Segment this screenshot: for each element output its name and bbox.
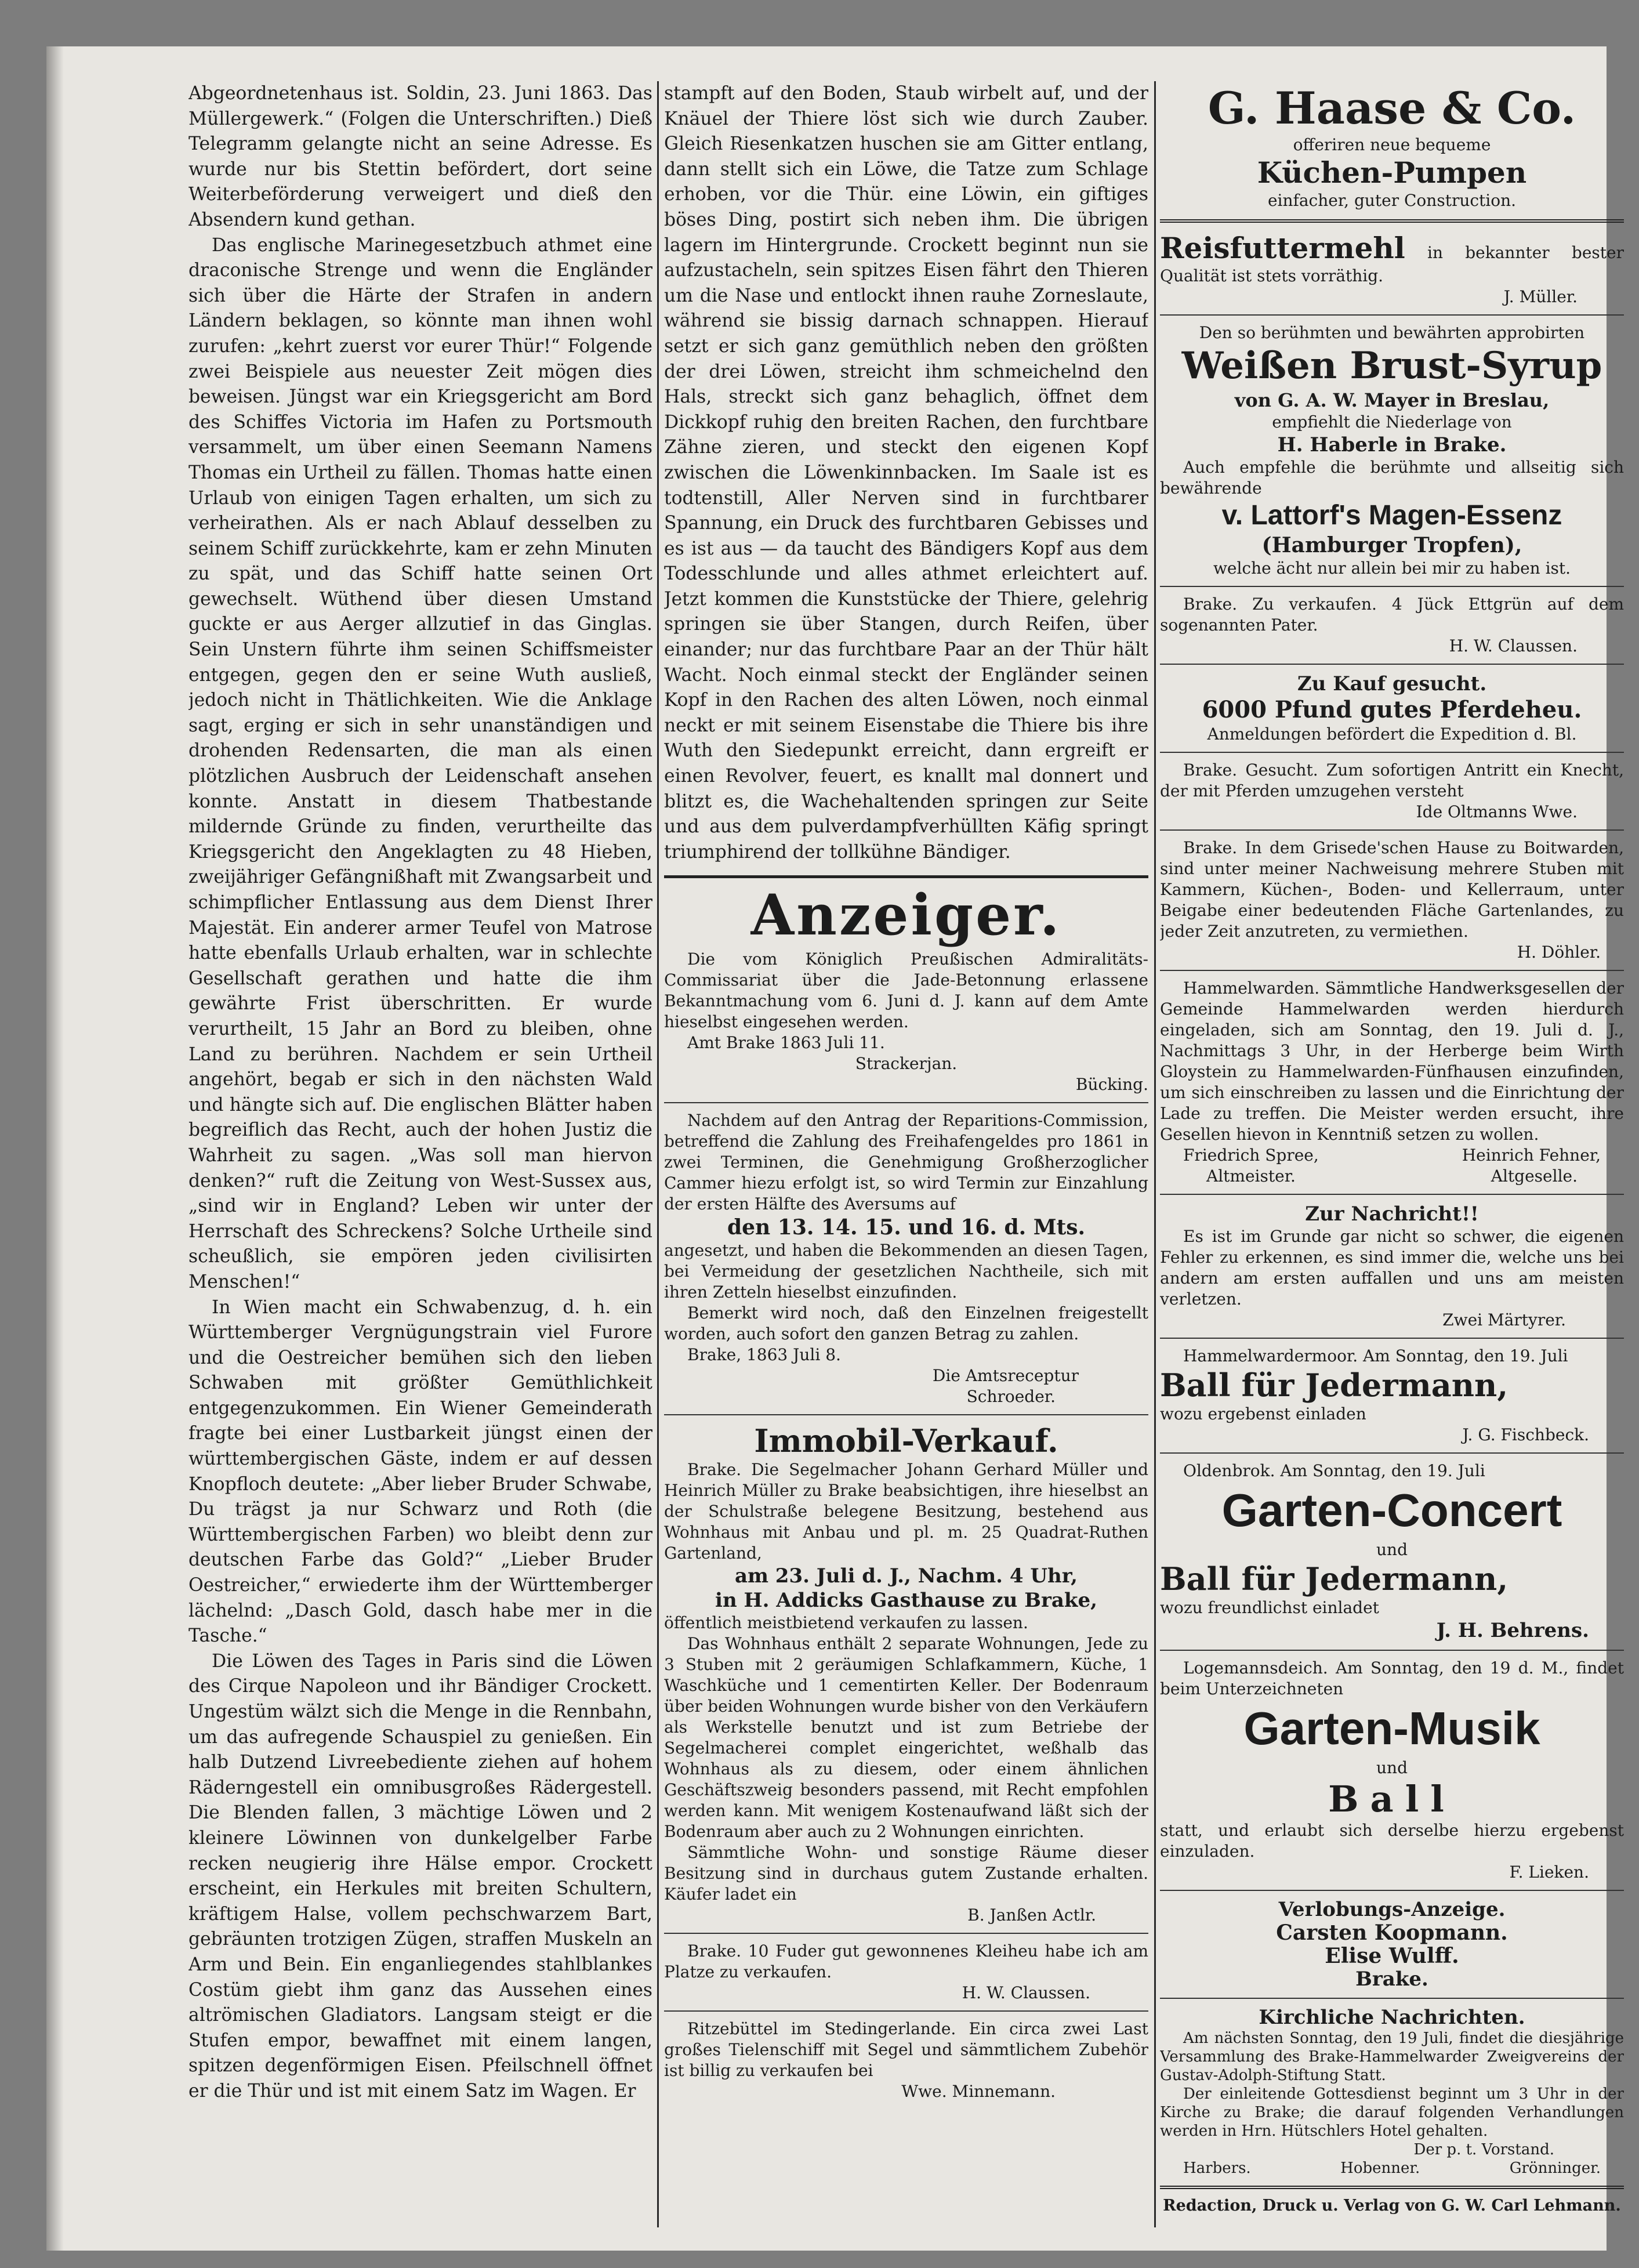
ad-signature: Schroeder. (966, 1387, 1056, 1407)
ad-heading: v. Lattorf's Magen-Essenz (1221, 500, 1562, 531)
ad-rule (1160, 219, 1624, 223)
ad-signature: Bücking. (1075, 1075, 1148, 1095)
ad-knecht (1160, 759, 1624, 824)
ad-text: statt, und erlaubt sich derselbe hierzu ergebenst einzuladen. (1160, 1821, 1624, 1861)
ad-signature: J. G. Fischbeck. (1462, 1425, 1589, 1444)
story-continuation (664, 81, 1148, 865)
ad-text: Am nächsten Sonntag, den 19 Juli, findet die diesjährige Versammlung des Brake-Hammelwarder Zweigvereins der Gustav-Adolph-Stiftung Statt. (1160, 2030, 1624, 2084)
column-divider-2 (1154, 81, 1156, 2227)
ad-text: Ritzebüttel im Stedingerlande. Ein circa zwei Last großes Tielenschiff mit Segel und sämmtlichem Zubehör ist billig zu verkaufen bei (664, 2019, 1148, 2081)
ad-signature: F. Lieken. (1509, 1863, 1589, 1882)
ad-text: Logemannsdeich. Am Sonntag, den 19 d. M., findet beim Unterzeichneten (1160, 1658, 1624, 1698)
ad-signature: J. Müller. (1503, 287, 1578, 306)
ad-rule (1160, 1194, 1624, 1195)
ad-text: Nachdem auf den Antrag der Reparitions-Commission, betreffend die Zahlung des Freihafengeldes pro 1861 in zwei Terminen, die Genehmigung Großherzoglicher Cammer hiezu erfolgt ist, so wird Termin zur Einzahlung der ersten Hälfte des Aversums auf (664, 1111, 1148, 1214)
ad-rule (1160, 314, 1624, 316)
ad-rule (1160, 752, 1624, 753)
ad-signature: Die Amtsreceptur (932, 1366, 1079, 1386)
ad-ball-fischbeck (1160, 1345, 1624, 1447)
section-rule (664, 875, 1148, 878)
ad-haase (1160, 81, 1624, 212)
ad-brust-syrup (1160, 321, 1624, 580)
ad-text: von G. A. W. Mayer in Breslau, (1234, 389, 1550, 411)
article-text (188, 81, 652, 2104)
ad-signature: Grönninger. (1509, 2160, 1601, 2177)
paragraph: Die Löwen des Tages in Paris sind die Löwen des Cirque Napoleon und ihr Bändiger Crockett. Ungestüm wälzt sich die Menge in die Rennbahn, um das aufregende Schauspiel zu genießen. Ein halb Dutzend Livreebediente ziehen auf hohem Räderngestell ein omnibusgroßes Rädergestell. Die Blenden fallen, 3 mächtige Löwen und 2 kleinere Löwinnen von dunkelgelber Farbe recken neugierig ihre Hälse empor. Crockett erscheint, ein Herkules mit breiten Schultern, kräftigem Halse, vollem pechschwarzem Bart, gebräunten trotzigen Zügen, straffen Muskeln an Arm und Bein. Ein enganliegendes stahlblankes Costüm giebt ihm ganz das Aussehen eines altrömischen Gladiators. Langsam steigt er die Stufen empor, bewaffnet mit einem langen, spitzen degenförmigen Eisen. Pfeilschnell öffnet er die Thür und ist mit einem Satz im Wagen. Er (188, 1650, 652, 2102)
ad-place: in H. Addicks Gasthause zu Brake, (715, 1589, 1097, 1613)
ad-dateline: Brake, 1863 Juli 8. (687, 1345, 841, 1365)
ad-text: Auch empfehle die berühmte und allseitig sich bewährende (1160, 458, 1624, 498)
paragraph: stampft auf den Boden, Staub wirbelt auf, und der Knäuel der Thiere löst sich wie durch Zauber. Gleich Riesenkatzen huschen sie am Gitter entlang, dann stellt sich ein Löwe, die Tatze zum Schlage erhoben, vor die Thür. eine Löwin, ein giftiges böses Ding, postirt sich neben ihm. Die übrigen lagern im Hintergrunde. Crockett beginnt nun sie aufzustacheln, sein spitzes Eisen fährt den Thieren um die Nase und entlockt ihnen rauhe Zorneslaute, während sie bissig darnach schnappen. Hierauf setzt er sich ganz gemüthlich neben den größten der drei Löwen, streicht ihm schmeichelnd den Hals, streckt sich ganz behaglich, öffnet dem Dickkopf ruhig den breiten Rachen, den furchtbare Zähne zieren, und steckt den eigenen Kopf zwischen die Löwenkinnbacken. Im Saale ist es todtenstill, Aller Nerven sind in furchtbarer Spannung, ein Druck des furchtbaren Gebisses und es ist aus — da taucht des Bändigers Kopf aus dem Todesschlunde und alles athmet erleichtert auf. Jetzt kommen die Kunststücke der Thiere, gelehrig springen sie über Stangen, durch Reifen, über einander; nur das furchtbare Paar an der Thür hält Wacht. Noch einmal steckt der Engländer seinen Kopf in den Rachen des alten Löwen, noch einmal neckt er mit seinem Eisenstabe die Thiere bis ihre Wuth den Siedepunkt erreicht, dann ergreift er einen Revolver, feuert, es knallt mal donnert und blitzt es, die Wachehaltenden springen zur Seite und aus dem pulverdampfverhüllten Käfig springt triumphirend der tollkühne Bändiger. (664, 83, 1148, 863)
ad-heading: Ball für Jedermann, (1160, 1560, 1509, 1597)
column-2 (664, 81, 1148, 2222)
ad-text: Hammelwardermoor. Am Sonntag, den 19. Juli (1183, 1346, 1568, 1365)
ad-signature: Heinrich Fehner, (1462, 1146, 1601, 1165)
ad-heading: Ball (1328, 1778, 1456, 1820)
ad-rule (1160, 1452, 1624, 1454)
ad-text: Sämmtliche Wohn- und sonstige Räume dieser Besitzung sind in durchaus gutem Zustande erhalten. Käufer ladet ein (664, 1843, 1148, 1904)
ad-product: Küchen-Pumpen (1257, 155, 1527, 190)
ad-text: und (1376, 1540, 1408, 1559)
ad-signature: Hobenner. (1340, 2160, 1420, 2177)
ad-signature: Ide Oltmanns Wwe. (1416, 802, 1578, 821)
ad-rule (1160, 586, 1624, 587)
column-3 (1160, 81, 1624, 2222)
ad-dateline: Amt Brake 1863 Juli 11. (687, 1033, 885, 1053)
ad-rule (664, 1933, 1148, 1934)
ad-text: offeriren neue bequeme (1293, 135, 1491, 154)
ad-rule (664, 1414, 1148, 1415)
ad-text: angesetzt, und haben die Bekommenden an diesen Tagen, bei Vermeidung der gesetzlichen Nachtheile, sich mit ihren Zetteln hieselbst einzufinden. (664, 1241, 1148, 1302)
ad-text: Brake. Gesucht. Zum sofortigen Antritt ein Knecht, der mit Pferden umzugehen versteht (1160, 760, 1624, 800)
ad-freihafengeld (664, 1109, 1148, 1408)
ad-text: Der einleitende Gottesdienst beginnt um 3 Uhr in der Kirche zu Brake; die darauf folgenden Verhandlungen werden in Hrn. Hütschlers Hotel gehalten. (1160, 2085, 1624, 2140)
ad-heading: 6000 Pfund gutes Pferdeheu. (1202, 696, 1582, 723)
ad-heading: Immobil-Verkauf. (754, 1422, 1058, 1460)
ad-text: Den so berühmten und bewährten approbirten (1199, 323, 1585, 342)
ad-heading: Ball für Jedermann, (1160, 1367, 1509, 1404)
signature-row (1160, 1145, 1624, 1166)
ad-verlobung (1160, 1897, 1624, 1992)
ad-rule (1160, 1998, 1624, 1999)
ad-text: öffentlich meistbietend verkaufen zu lassen. (664, 1613, 1028, 1633)
ad-text: Hammelwarden. Sämmtliche Handwerksgesellen der Gemeinde Hammelwarden werden hierdurch eingeladen, sich am Sonntag, den 19. Juli d. J., Nachmittags 3 Uhr, in der Herberge beim Wirth Gloystein zu Hammelwarden-Fünfhausen einzufinden, um sich einschreiben zu lassen und die Einrichtung der Lade zu treffen. Die Meister werden ersucht, ihre Gesellen hievon in Kenntniß setzen zu wollen. (1160, 979, 1624, 1144)
ad-reisfuttermehl (1160, 230, 1624, 309)
anzeiger-heading: Anzeiger. (750, 882, 1062, 948)
ad-text: Es ist im Grunde gar nicht so schwer, die eigenen Fehler zu erkennen, es sind immer die, welche uns bei andern am ersten auffallen und uns am meisten verletzen. (1160, 1227, 1624, 1309)
ad-text: welche ächt nur allein bei mir zu haben ist. (1213, 559, 1571, 578)
ad-rule (1160, 1338, 1624, 1339)
ad-immobil-verkauf (664, 1421, 1148, 1927)
ad-heading: Garten-Musik (1243, 1702, 1540, 1754)
ad-rule (664, 1102, 1148, 1103)
ad-heading: Zu Kauf gesucht. (1297, 672, 1487, 695)
ad-name: Elise Wulff. (1325, 1944, 1459, 1968)
ad-signature: J. H. Behrens. (1436, 1619, 1589, 1642)
ad-rule (1160, 2186, 1624, 2189)
ad-kirchliche-nachrichten (1160, 2005, 1624, 2179)
ad-text: wozu freundlichst einladet (1160, 1598, 1379, 1617)
ad-text: Brake. 10 Fuder gut gewonnenes Kleiheu habe ich am Platze zu verkaufen. (664, 1941, 1148, 1982)
ad-rule (1160, 829, 1624, 831)
ad-text: und (1376, 1758, 1408, 1777)
ad-signature: Friedrich Spree, (1183, 1146, 1319, 1165)
ad-garten-concert (1160, 1459, 1624, 1644)
ad-date: am 23. Juli d. J., Nachm. 4 Uhr, (734, 1564, 1078, 1588)
ad-text: Brake. In dem Grisede'schen Hause zu Boitwarden, sind unter meiner Nachweisung mehrere Stuben mit Kammern, Küchen-, Boden- und Kellerraum, unter Beigabe einer bedeutenden Fläche Gartenlandes, zu jeder Zeit anzutreten, zu vermiethen. (1160, 838, 1624, 941)
ad-text: H. Haberle in Brake. (1277, 433, 1507, 457)
ad-pferdeheu (1160, 671, 1624, 746)
ad-text: wozu ergebenst einladen (1160, 1404, 1366, 1423)
ad-signature: B. Janßen Actlr. (967, 1905, 1096, 1925)
ad-signature: H. W. Claussen. (962, 1983, 1090, 2003)
ad-text: (Hamburger Tropfen), (1261, 533, 1522, 557)
ad-heading: G. Haase & Co. (1208, 82, 1576, 134)
ad-signature: Harbers. (1183, 2160, 1251, 2177)
ad-garten-musik (1160, 1657, 1624, 1884)
ad-text: Brake. Die Segelmacher Johann Gerhard Müller und Heinrich Müller zu Brake beabsichtigen, ihre hieselbst an der Schulstraße belegene Besitzung, bestehend aus Wohnhaus mit Anbau und pl. m. 25 Quadrat-Ruthen Gartenland, (664, 1460, 1148, 1563)
ad-kleiheu (664, 1940, 1148, 2005)
ad-heading: Kirchliche Nachrichten. (1259, 2006, 1525, 2029)
paragraph: In Wien macht ein Schwabenzug, d. h. ein Württemberger Vergnügungstrain viel Furore und die Oestreicher bemühen sich den lieben Schwaben mit größter Gemüthlichkeit entgegenzukommen. Ein Wiener Gemeinderath fragte bei einer Lustbarkeit jüngst einen der württembergischen Gäste, indem er auf dessen Knopfloch deutete: „Aber lieber Bruder Schwabe, Du trägst ja nur Schwarz und Roth (die Württembergischen Farben) wo bleibt denn zur deutschen Farbe das Gold?“ „Lieber Bruder Oestreicher,“ erwiederte ihm der Württemberger lächelnd: „Dasch Gold, dasch habe mer in die Tasche.“ (188, 1296, 652, 1647)
column-divider-1 (657, 81, 659, 2227)
page-gutter-shadow (46, 46, 64, 2251)
ad-signature: Altgeselle. (1491, 1166, 1578, 1186)
imprint: Redaction, Druck u. Verlag von G. W. Carl Lehmann. (1163, 2197, 1621, 2215)
ad-rule (1160, 970, 1624, 971)
ad-signature: H. Döhler. (1517, 943, 1601, 962)
ad-signature: H. W. Claussen. (1449, 636, 1578, 655)
ad-heading: Garten-Concert (1221, 1484, 1562, 1536)
ad-rule (664, 2010, 1148, 2012)
ad-text: empfiehlt die Niederlage von (1272, 412, 1512, 432)
ad-signature: Strackerjan. (855, 1054, 958, 1074)
ad-text: Anmeldungen befördert die Expedition d. Bl. (1207, 724, 1577, 744)
ad-dates: den 13. 14. 15. und 16. d. Mts. (727, 1215, 1085, 1240)
signature-row (1160, 1166, 1624, 1187)
ad-heading: Zur Nachricht!! (1305, 1202, 1479, 1226)
ad-signature: Zwei Märtyrer. (1442, 1310, 1566, 1329)
ad-text: in bekannter bester Qualität ist stets vorräthig. (1160, 243, 1624, 285)
ad-text: einfacher, guter Construction. (1267, 191, 1517, 210)
paragraph: Abgeordnetenhaus ist. Soldin, 23. Juni 1863. Das Müllergewerk.“ (Folgen die Unterschriften.) Dieß Telegramm gelangte nicht an seine Adresse. Es wurde nur bis Stettin befördert, dort seine Weiterbeförderung verweigert und dieß den Absendern kund gethan. (188, 83, 652, 230)
paragraph: Das englische Marinegesetzbuch athmet eine draconische Strenge und wenn die Engländer sich über die Härte der Strafen in andern Ländern beklagen, so könnte man ihnen wohl zurufen: „kehrt zuerst vor eurer Thür!“ Folgende zwei Beispiele aus neuester Zeit mögen dies beweisen. Jüngst war ein Kriegsgericht am Bord des Schiffes Victoria im Hafen zu Portsmouth versammelt, um über einen Seemann Namens Thomas ein Urtheil zu fällen. Thomas hatte einen Urlaub von einigen Tagen erhalten, um sich zu verheirathen. Als er nach Ablauf desselben zu seinem Schiff zurückkehrte, kam er zehn Minuten zu spät, und das Schiff hatte seinen Ort gewechselt. Wüthend über diesen Umstand guckte er aus Aerger allzutief in das Ginglas. Sein Unstern führte ihm seinen Schiffsmeister entgegen, gegen den er seine Wuth ausließ, jedoch nicht in Thätlichkeiten. Wie die Anklage sagt, erging er sich in sehr unanständigen und drohenden Redensarten, die man als einen plötzlichen Ausbruch der Leidenschaft ansehen konnte. Anstatt in diesem Thatbestande mildernde Gründe zu finden, verurtheilte das Kriegsgericht den Angeklagten zu 48 Hieben, zweijähriger Gefängnißhaft mit Zwangsarbeit und schimpflicher Entlassung aus dem Dienst Ihrer Majestät. Ein anderer armer Teufel von Matrose hatte ebenfalls Urlaub erhalten, war in schlechte Gesellschaft gerathen und hatte die ihm gewährte Frist überschritten. Er wurde verurtheilt, 15 Jahr an Bord zu bleiben, ohne Land zu berühren. Nachdem er sein Urtheil angehört, begab er sich in den nächsten Wald und hängte sich auf. Die englischen Blätter haben begreiflich das Recht, auch der hohen Justiz die Wahrheit zu sagen. „Was soll man hiervon denken?“ ruft die Zeitung von West-Sussex aus, „sind wir in England? Leben wir unter der Herrschaft des Schreckens? Solche Urtheile sind scheußlich, sie empören jeden civilisirten Menschen!“ (188, 234, 652, 1292)
ad-vermiethen (1160, 836, 1624, 964)
ad-text: Brake. Zu verkaufen. 4 Jück Ettgrün auf dem sogenannten Pater. (1160, 595, 1624, 635)
ad-rule (1160, 1890, 1624, 1891)
ad-text: Das Wohnhaus enthält 2 separate Wohnungen, Jede zu 3 Stuben mit 2 geräumigen Schlafkammern, Küche, 1 Waschküche und 1 cementirten Keller. Der Bodenraum über beiden Wohnungen wurde bisher von den Verkäufern als Werkstelle benutzt und ist zum Betriebe der Segelmacherei complet eingerichtet, weßhalb das Wohnhaus als zu diesem, oder einem ähnlichen Geschäftszweig besonders passend, mit Recht empfohlen werden kann. Mit wenigem Kostenaufwand läßt sich der Bodenraum aber auch zu 2 Wohnungen einrichten. (664, 1634, 1148, 1842)
ad-text: Bemerkt wird noch, daß den Einzelnen freigestellt worden, auch sofort den ganzen Betrag zu zahlen. (664, 1303, 1148, 1344)
ad-text: Die vom Königlich Preußischen Admiralitäts-Commissariat über die Jade-Betonnung erlassene Bekanntmachung vom 6. Juni d. J. kann auf dem Amte hieselbst eingesehen werden. (664, 950, 1148, 1032)
ad-signature: Der p. t. Vorstand. (1413, 2141, 1554, 2158)
ad-name: Carsten Koopmann. (1276, 1921, 1508, 1945)
ad-signature: Altmeister. (1206, 1166, 1296, 1186)
ad-heading: Weißen Brust-Syrup (1181, 344, 1602, 387)
signature-row (1160, 2159, 1624, 2178)
ad-rule (1160, 664, 1624, 665)
column-1 (188, 81, 652, 2222)
ad-tielenschiff (664, 2017, 1148, 2103)
ad-text: Oldenbrok. Am Sonntag, den 19. Juli (1183, 1461, 1485, 1480)
ad-admiralitaet (664, 948, 1148, 1096)
ad-nachricht (1160, 1201, 1624, 1332)
ad-handwerksgesellen (1160, 977, 1624, 1188)
ad-heading: Verlobungs-Anzeige. (1278, 1898, 1506, 1921)
ad-ettgruen (1160, 593, 1624, 658)
ad-heading: Reisfuttermehl (1160, 231, 1405, 265)
ad-signature: Wwe. Minnemann. (901, 2082, 1056, 2102)
ad-rule (1160, 1650, 1624, 1651)
ad-place: Brake. (1355, 1968, 1428, 1991)
